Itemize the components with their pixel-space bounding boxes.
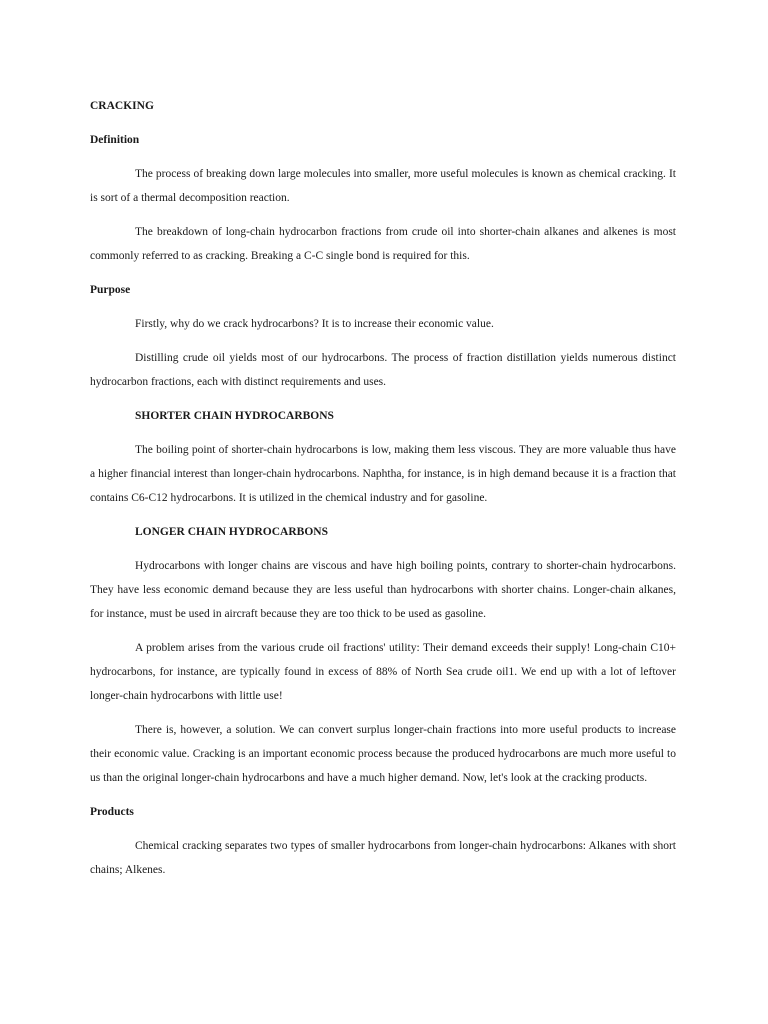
shorter-chain-paragraph-1: The boiling point of shorter-chain hydrocarbons is low, making them less viscous. They are more valuable thus have a higher financial interest than longer-chain hydrocarbons. Naphtha, for instance, is in high demand because it is a fraction that contains C6-C12 hydrocarbons. It is utilized in the chemical industry and for gasoline. (90, 444, 676, 504)
longer-chain-paragraph-2: A problem arises from the various crude oil fractions' utility: Their demand exceeds their supply! Long-chain C10+ hydrocarbons, for instance, are typically found in excess of 88% of North Sea crude oil1. We end up with a lot of leftover longer-chain hydrocarbons with little use! (90, 642, 676, 702)
definition-paragraph-2: The breakdown of long-chain hydrocarbon fractions from crude oil into shorter-chain alkanes and alkenes is most commonly referred to as cracking. Breaking a C-C single bond is required for this. (90, 226, 676, 262)
longer-chain-paragraph-1: Hydrocarbons with longer chains are viscous and have high boiling points, contrary to shorter-chain hydrocarbons. They have less economic demand because they are less useful than hydrocarbons with shorter chains. Longer-chain alkanes, for instance, must be used in aircraft because they are too thick to be used as gasoline. (90, 560, 676, 620)
document-title: CRACKING (90, 100, 154, 112)
longer-chain-paragraph-3: There is, however, a solution. We can convert surplus longer-chain fractions into more useful products to increase their economic value. Cracking is an important economic process because the produced hydrocarbons are much more useful to us than the original longer-chain hydrocarbons and have a much higher demand. Now, let's look at the cracking products. (90, 724, 676, 784)
definition-heading: Definition (90, 134, 140, 146)
products-paragraph-1: Chemical cracking separates two types of smaller hydrocarbons from longer-chain hydrocarbons: Alkanes with short chains; Alkenes. (90, 840, 676, 876)
purpose-paragraph-1: Firstly, why do we crack hydrocarbons? It is to increase their economic value. (135, 318, 494, 330)
longer-chain-heading: LONGER CHAIN HYDROCARBONS (135, 526, 328, 538)
definition-paragraph-1: The process of breaking down large molecules into smaller, more useful molecules is known as chemical cracking. It is sort of a thermal decomposition reaction. (90, 168, 676, 204)
purpose-paragraph-2: Distilling crude oil yields most of our hydrocarbons. The process of fraction distillation yields numerous distinct hydrocarbon fractions, each with distinct requirements and uses. (90, 352, 676, 388)
products-heading: Products (90, 806, 134, 818)
purpose-heading: Purpose (90, 284, 131, 296)
document-page (90, 94, 676, 892)
shorter-chain-heading: SHORTER CHAIN HYDROCARBONS (135, 410, 334, 422)
